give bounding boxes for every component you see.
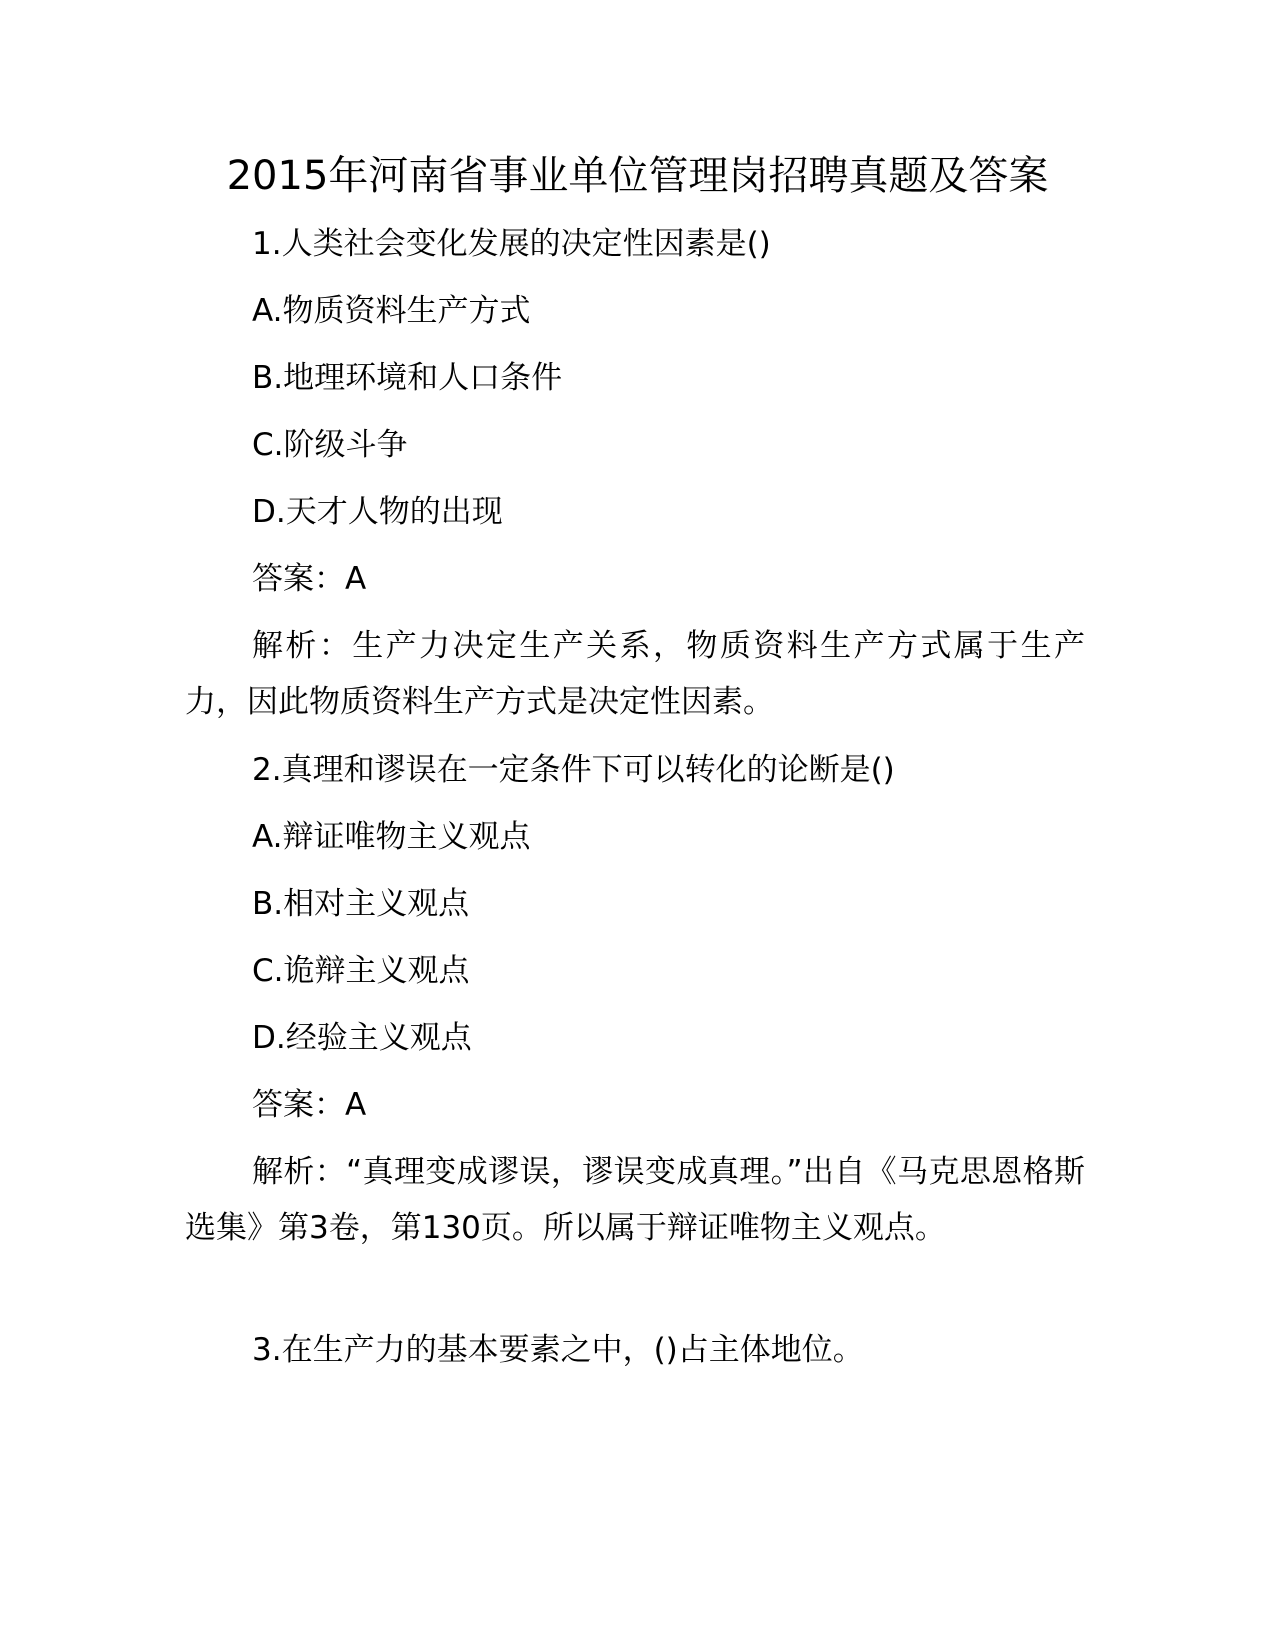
question-3-stem: 3.在生产力的基本要素之中，()占主体地位。	[252, 1332, 864, 1368]
question-1-stem: 1.人类社会变化发展的决定性因素是()	[252, 226, 771, 262]
question-2-stem: 2.真理和谬误在一定条件下可以转化的论断是()	[252, 752, 895, 788]
question-1-answer: 答案：A	[252, 561, 367, 597]
question-1-option-b: B.地理环境和人口条件	[252, 360, 563, 396]
question-2-analysis: 解析：“真理变成谬误，谬误变成真理。”出自《马克思恩格斯选集》第3卷，第130页。所以属于辩证唯物主义观点。	[185, 1154, 1085, 1246]
question-1-option-c: C.阶级斗争	[252, 427, 408, 463]
document-title: 2015年河南省事业单位管理岗招聘真题及答案	[226, 153, 1049, 199]
question-1-analysis: 解析：生产力决定生产关系，物质资料生产方式属于生产力，因此物质资料生产方式是决定性因素。	[185, 628, 1085, 720]
question-2-option-d: D.经验主义观点	[252, 1020, 472, 1056]
question-2-answer: 答案：A	[252, 1087, 367, 1123]
question-2-option-b: B.相对主义观点	[252, 886, 470, 922]
question-1-option-a: A.物质资料生产方式	[252, 293, 531, 329]
question-2-option-c: C.诡辩主义观点	[252, 953, 470, 989]
question-2-option-a: A.辩证唯物主义观点	[252, 819, 531, 855]
question-1-option-d: D.天才人物的出现	[252, 494, 503, 530]
